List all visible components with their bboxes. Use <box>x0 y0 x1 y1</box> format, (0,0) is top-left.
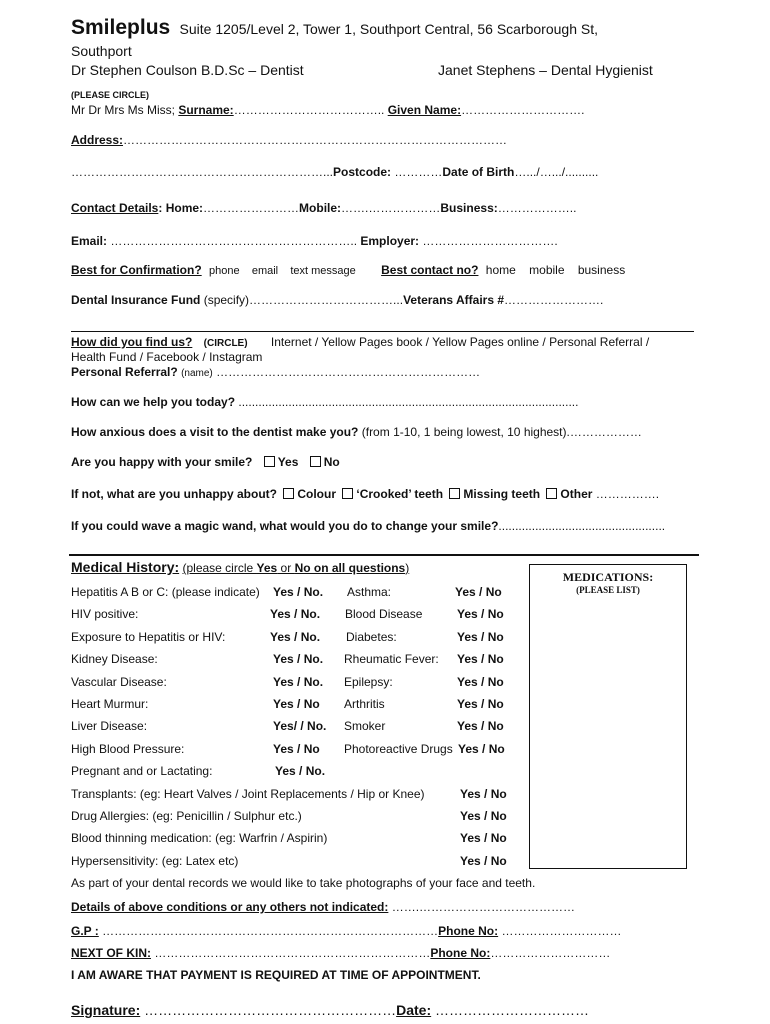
divider <box>71 331 694 332</box>
right-yes-no-answer[interactable]: Yes / No <box>457 607 504 622</box>
contact-details-label: Contact Details <box>71 201 159 215</box>
happy-yes-label: Yes <box>277 455 299 469</box>
kin-label: NEXT OF KIN: <box>71 946 151 960</box>
medical-question-label: Photoreactive Drugs <box>344 741 453 756</box>
other-field[interactable]: ……………. <box>595 487 660 501</box>
medical-question-label: High Blood Pressure: <box>71 741 185 756</box>
employer-field[interactable]: ……………………………. <box>422 234 558 248</box>
mobile-label: Mobile: <box>299 201 342 215</box>
practice-address: Suite 1205/Level 2, Tower 1, Southport Central, 56 Scarborough St, <box>179 21 598 37</box>
address-row <box>71 133 507 147</box>
left-yes-no-answer[interactable]: Yes / No <box>273 697 320 711</box>
best-contact-options[interactable]: home mobile business <box>485 263 626 277</box>
insurance-specify: (specify) <box>203 293 250 307</box>
colour-label: Colour <box>297 487 337 501</box>
medical-question-row <box>71 585 511 603</box>
given-name-label: Given Name: <box>387 103 462 117</box>
medical-question-label: Liver Disease: <box>71 719 148 734</box>
surname-field[interactable]: ……………………………….. <box>233 103 385 117</box>
postcode-label: Postcode: <box>333 165 392 179</box>
name-row <box>71 103 584 117</box>
left-yes-no-answer[interactable]: Yes / No. <box>273 585 324 599</box>
email-row <box>71 234 558 248</box>
medical-question-row <box>71 652 511 670</box>
help-field[interactable]: ...................................................................................................... <box>238 395 579 409</box>
signature-label: Signature: <box>71 1002 141 1018</box>
medical-question-label: Heart Murmur: <box>71 697 149 711</box>
unhappy-row <box>71 487 659 501</box>
medical-question-label: HIV positive: <box>71 607 139 622</box>
wide-yes-no-answer[interactable]: Yes / No <box>460 809 507 823</box>
kin-field[interactable]: …………………………………………………………… <box>154 946 431 960</box>
gp-label: G.P : <box>71 924 99 938</box>
medications-box[interactable] <box>529 564 687 869</box>
medical-question-row <box>71 831 511 849</box>
happy-no-label: No <box>323 455 340 469</box>
medical-question-row <box>71 719 511 737</box>
email-label: Email: <box>71 234 108 248</box>
medical-question-label: Kidney Disease: <box>71 652 158 667</box>
medical-question-label: Drug Allergies: (eg: Penicillin / Sulphur etc.) <box>71 809 302 823</box>
dob-label: Date of Birth <box>442 165 515 179</box>
medical-question-row <box>71 854 511 872</box>
medical-question-row <box>71 697 511 715</box>
personal-referral-name: (name) <box>181 368 213 379</box>
gp-field[interactable]: ………………………………………………………………………… <box>102 924 439 938</box>
photos-note: As part of your dental records we would like to take photographs of your face and teeth. <box>71 876 536 890</box>
medical-history-header <box>71 559 409 575</box>
anxiety-row <box>71 425 642 439</box>
signature-row <box>71 1002 589 1018</box>
medical-question-row <box>71 607 511 625</box>
unhappy-label: If not, what are you unhappy about? <box>71 487 277 501</box>
right-yes-no-answer[interactable]: Yes / No <box>455 585 502 599</box>
medical-question-label: Hypersensitivity: (eg: Latex etc) <box>71 853 239 868</box>
crooked-checkbox[interactable] <box>342 488 353 499</box>
happy-label: Are you happy with your smile? <box>71 455 253 469</box>
mobile-field[interactable]: …….……………… <box>341 201 441 215</box>
crooked-label: ‘Crooked’ teeth <box>356 487 444 501</box>
gp-phone-label: Phone No: <box>438 924 499 938</box>
personal-referral-row <box>71 365 480 379</box>
medications-subtitle: (PLEASE LIST) <box>576 585 640 595</box>
wide-yes-no-answer[interactable]: Yes / No <box>460 853 507 868</box>
signature-field[interactable]: ……………………………………………… <box>144 1002 397 1018</box>
postcode-field[interactable]: ………… <box>391 165 443 179</box>
left-yes-no-answer[interactable]: Yes / No <box>273 741 320 756</box>
medical-question-row <box>71 630 511 648</box>
medical-question-row <box>71 764 511 782</box>
right-yes-no-answer[interactable]: Yes / No <box>457 719 504 734</box>
magic-wand-label: If you could wave a magic wand, what would you do to change your smile? <box>71 519 499 533</box>
contact-row: Contact Details: Home:……………………Mobile:…….………………Business:……………….. <box>71 201 577 215</box>
wide-yes-no-answer[interactable]: Yes / No <box>460 831 507 846</box>
medical-question-label: Asthma: <box>347 585 392 599</box>
postcode-row <box>71 165 598 179</box>
medical-question-label: Exposure to Hepatitis or HIV: <box>71 629 226 644</box>
kin-phone-label: Phone No: <box>430 946 491 960</box>
other-checkbox[interactable] <box>546 488 557 499</box>
surname-label: Surname: <box>178 103 234 117</box>
practice-address-suburb: Southport <box>71 43 132 59</box>
left-yes-no-answer[interactable]: Yes/ / No. <box>273 719 327 734</box>
dob-field[interactable]: ….../….../.......... <box>514 165 599 179</box>
left-yes-no-answer[interactable]: Yes / No. <box>275 764 326 779</box>
medical-question-label: Diabetes: <box>346 629 397 644</box>
happy-yes-checkbox[interactable] <box>264 456 275 467</box>
address-line2-field[interactable]: ………………………………………………………... <box>71 165 334 179</box>
insurance-row <box>71 293 603 307</box>
missing-teeth-label: Missing teeth <box>463 487 541 501</box>
personal-referral-field[interactable]: ………………………………………………………… <box>216 365 481 379</box>
referral-row <box>71 335 649 349</box>
employer-label: Employer: <box>360 234 420 248</box>
payment-note: I AM AWARE THAT PAYMENT IS REQUIRED AT TIME OF APPOINTMENT. <box>71 968 481 982</box>
referral-options[interactable]: Internet / Yellow Pages book / Yellow Pages online / Personal Referral / <box>270 335 650 349</box>
help-row <box>71 395 578 409</box>
right-yes-no-answer[interactable]: Yes / No <box>458 741 505 756</box>
date-label: Date: <box>396 1002 432 1018</box>
medical-question-label: Smoker <box>344 719 386 734</box>
insurance-field[interactable]: ………………………………... <box>249 293 404 307</box>
medical-question-label: Vascular Disease: <box>71 674 167 689</box>
confirmation-options[interactable]: phone email text message <box>209 265 356 277</box>
divider <box>69 554 699 556</box>
circle-note: (CIRCLE) <box>203 338 248 349</box>
medical-question-label: Transplants: (eg: Heart Valves / Joint Replacements / Hip or Knee) <box>71 786 425 801</box>
hygienist-name: Janet Stephens – Dental Hygienist <box>438 62 653 78</box>
find-us-label: How did you find us? <box>71 335 193 349</box>
medications-title: MEDICATIONS: <box>562 570 654 584</box>
referral-options-line2[interactable]: Health Fund / Facebook / Instagram <box>71 350 263 364</box>
medical-question-label: Epilepsy: <box>344 674 393 689</box>
veterans-field[interactable]: ……………………. <box>504 293 604 307</box>
home-phone-label: Home: <box>165 201 204 215</box>
given-name-field[interactable]: …………………………. <box>461 103 585 117</box>
right-yes-no-answer[interactable]: Yes / No <box>457 652 504 667</box>
medical-question-label: Arthritis <box>344 697 385 711</box>
confirmation-label: Best for Confirmation? <box>71 263 202 277</box>
title-options: Mr Dr Mrs Ms Miss; <box>71 103 175 117</box>
dentist-name: Dr Stephen Coulson B.D.Sc – Dentist <box>71 62 304 78</box>
personal-referral-label: Personal Referral? <box>71 365 178 379</box>
medical-question-row <box>71 742 511 760</box>
anxiety-field[interactable]: (from 1-10, 1 being lowest, 10 highest).……………… <box>361 425 642 439</box>
details-field[interactable]: …….………………………………… <box>391 900 576 914</box>
best-contact-label: Best contact no? <box>381 263 479 277</box>
missing-teeth-checkbox[interactable] <box>449 488 460 499</box>
medical-question-label: Blood thinning medication: (eg: Warfrin / Aspirin) <box>71 831 328 846</box>
medical-question-row <box>71 787 511 805</box>
email-field[interactable]: …………………………………………………….. <box>110 234 358 248</box>
left-yes-no-answer[interactable]: Yes / No. <box>273 674 324 689</box>
magic-wand-row <box>71 519 665 533</box>
medical-question-label: Rheumatic Fever: <box>344 652 439 667</box>
medical-question-row <box>71 675 511 693</box>
insurance-label: Dental Insurance Fund <box>71 293 201 307</box>
business-phone-label: Business: <box>440 201 498 215</box>
help-label: How can we help you today? <box>71 395 236 409</box>
medical-question-label: Pregnant and or Lactating: <box>71 764 213 779</box>
magic-wand-field[interactable]: .................................................. <box>498 519 666 533</box>
address-field[interactable]: …………………………………………………………………………………… <box>123 133 508 147</box>
gp-phone-field[interactable]: ………………………… <box>501 924 622 938</box>
left-yes-no-answer[interactable]: Yes / No. <box>273 652 324 667</box>
medical-history-title: Medical History: <box>71 559 180 575</box>
right-yes-no-answer[interactable]: Yes / No <box>457 629 504 644</box>
happy-no-checkbox[interactable] <box>310 456 321 467</box>
address-label: Address: <box>71 133 124 147</box>
other-label: Other <box>560 487 593 501</box>
details-row <box>71 900 575 914</box>
please-circle-note: (PLEASE CIRCLE) <box>71 90 150 100</box>
date-field[interactable]: …………………………… <box>435 1002 590 1018</box>
wide-yes-no-answer[interactable]: Yes / No <box>460 786 507 801</box>
brand-name: Smileplus <box>71 16 171 39</box>
medical-question-label: Blood Disease <box>345 607 423 622</box>
preferences-row <box>71 263 625 277</box>
medical-history-instruction: (please circle Yes or No on all questions) <box>182 561 410 575</box>
right-yes-no-answer[interactable]: Yes / No <box>457 674 504 689</box>
left-yes-no-answer[interactable]: Yes / No. <box>270 607 321 622</box>
medical-question-row <box>71 809 511 827</box>
kin-row <box>71 946 610 960</box>
details-label: Details of above conditions or any others not indicated: <box>71 900 389 914</box>
left-yes-no-answer[interactable]: Yes / No. <box>270 629 321 644</box>
home-phone-field[interactable]: …………………… <box>203 201 300 215</box>
header <box>71 16 598 40</box>
colour-checkbox[interactable] <box>283 488 294 499</box>
anxiety-label: How anxious does a visit to the dentist make you? <box>71 425 359 439</box>
veterans-label: Veterans Affairs # <box>403 293 505 307</box>
happy-row <box>71 455 340 469</box>
gp-row <box>71 924 621 938</box>
medical-question-label: Hepatitis A B or C: (please indicate) <box>71 585 260 599</box>
right-yes-no-answer[interactable]: Yes / No <box>457 697 504 711</box>
kin-phone-field[interactable]: ………………………… <box>490 946 611 960</box>
business-phone-field[interactable]: ……………….. <box>497 201 577 215</box>
